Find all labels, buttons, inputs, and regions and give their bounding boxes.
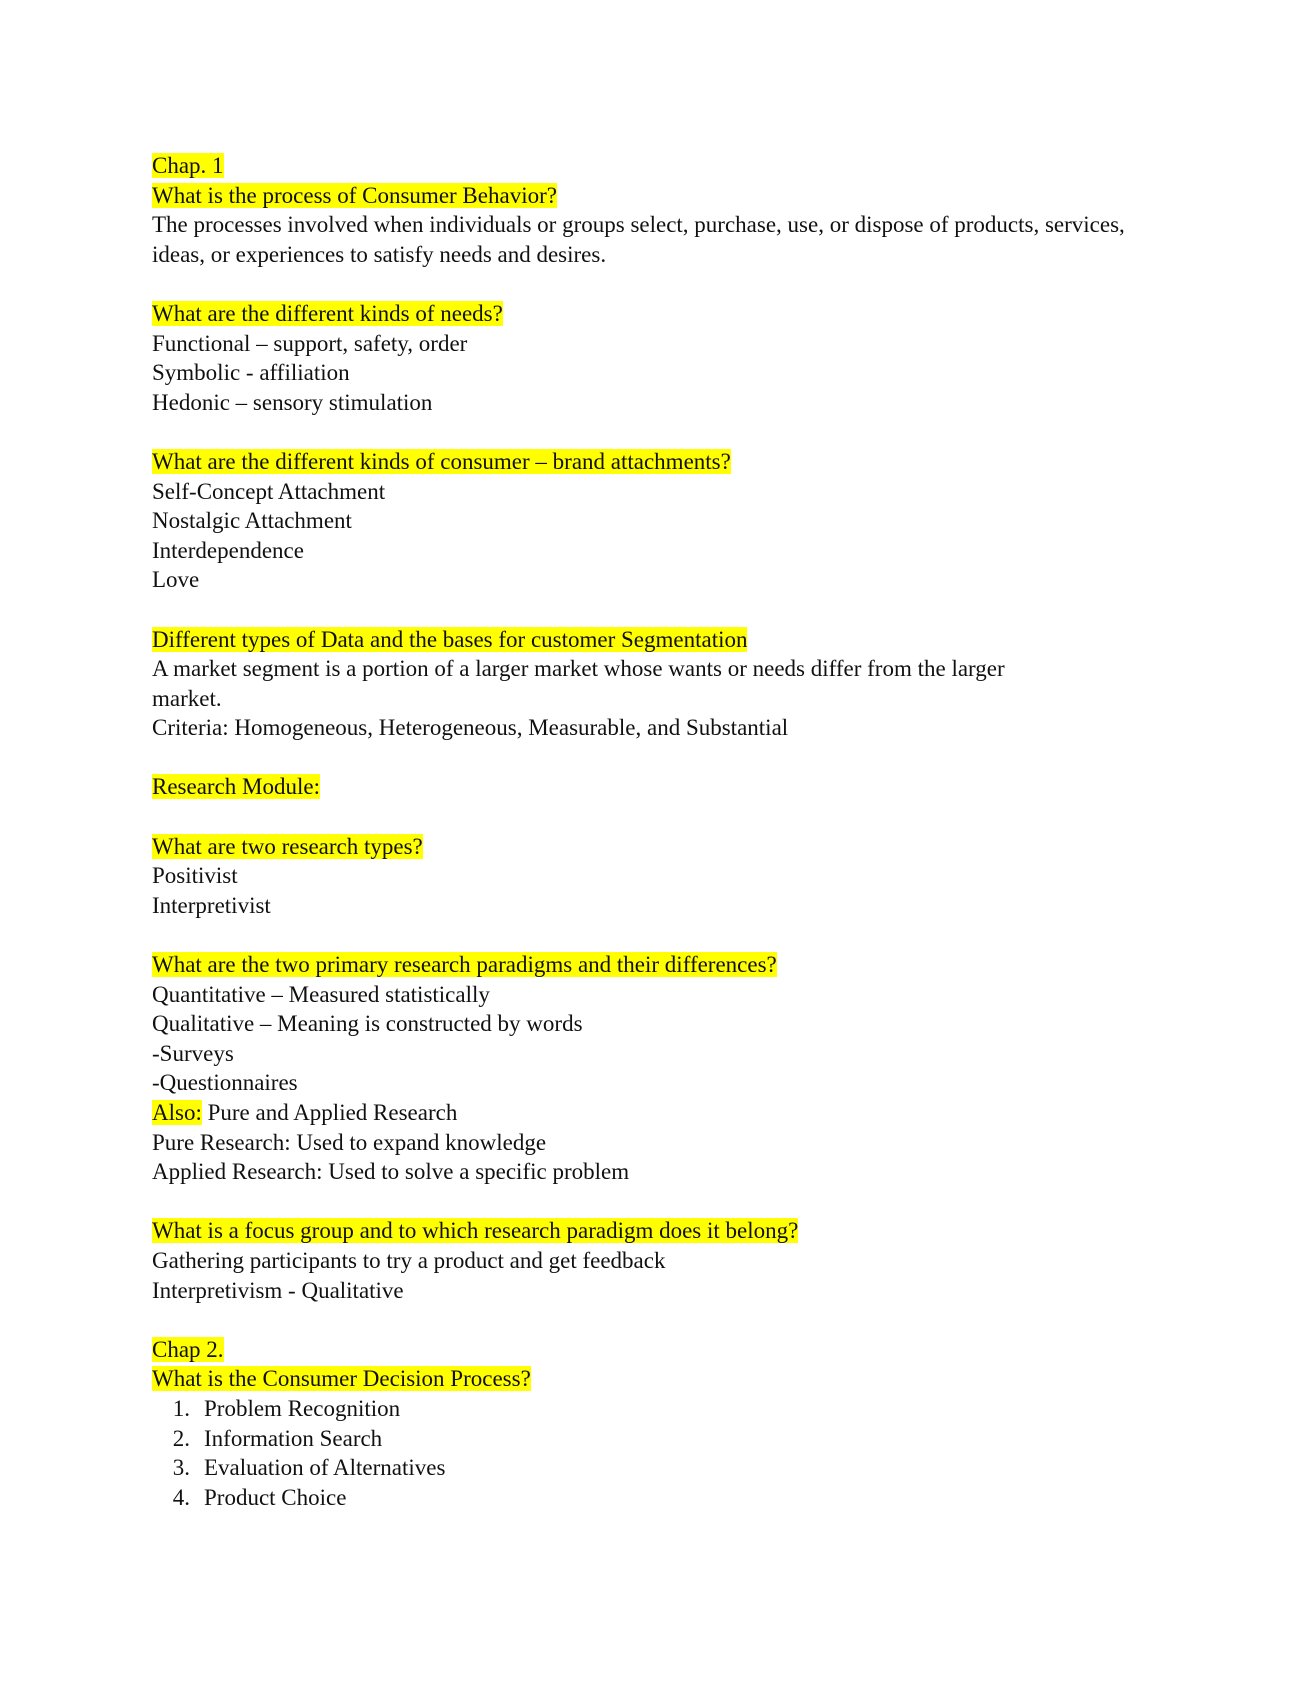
list-number: 1. (172, 1395, 190, 1421)
answer-paragraph: A market segment is a portion of a larger market whose wants or needs differ from the larger market. (152, 656, 1005, 711)
question-text: What are two research types? (152, 833, 423, 859)
chapter-heading (152, 151, 1172, 181)
answer-line: Interpretivist (152, 892, 271, 918)
question-text: What is the process of Consumer Behavior? (152, 182, 557, 208)
answer-line: Love (152, 567, 200, 593)
answer-line: Interdependence (152, 537, 304, 563)
list-number: 4. (172, 1484, 190, 1510)
answer-line: -Questionnaires (152, 1070, 298, 1096)
answer-line: Interpretivism - Qualitative (152, 1277, 404, 1303)
question-heading (152, 181, 1172, 211)
answer-line: Symbolic - affiliation (152, 360, 350, 386)
list-item (152, 1483, 1172, 1513)
criteria-line: Criteria: Homogeneous, Heterogeneous, Measurable, and Substantial (152, 715, 789, 741)
chapter-heading (152, 1335, 1172, 1365)
list-item (152, 1394, 1172, 1424)
list-text: Problem Recognition (204, 1395, 401, 1421)
answer-line: Positivist (152, 863, 238, 889)
module-heading (152, 772, 1172, 802)
list-item (152, 1424, 1172, 1454)
answer-paragraph: The processes involved when individuals or groups select, purchase, use, or dispose of products, services, ideas, or experiences to satisfy needs and desires. (152, 212, 1125, 267)
module-heading-text: Research Module: (152, 774, 320, 800)
list-number: 3. (172, 1455, 190, 1481)
question-text: Different types of Data and the bases for customer Segmentation (152, 626, 748, 652)
list-text: Product Choice (204, 1484, 347, 1510)
question-text: What is the Consumer Decision Process? (152, 1366, 531, 1392)
also-text: Pure and Applied Research (201, 1100, 458, 1125)
question-text: What are the different kinds of needs? (152, 300, 503, 326)
answer-line: Gathering participants to try a product and get feedback (152, 1247, 666, 1273)
answer-line: Self-Concept Attachment (152, 478, 386, 504)
answer-line: Functional – support, safety, order (152, 330, 468, 356)
also-label: Also: (152, 1100, 202, 1125)
answer-line: Pure Research: Used to expand knowledge (152, 1129, 547, 1155)
question-heading (152, 1216, 1172, 1246)
answer-line: Hedonic – sensory stimulation (152, 389, 433, 415)
chapter-label: Chap 2. (152, 1336, 224, 1362)
question-heading (152, 447, 1172, 477)
question-text: What are the different kinds of consumer – brand attachments? (152, 448, 731, 474)
answer-line: Quantitative – Measured statistically (152, 981, 490, 1007)
question-heading (152, 950, 1172, 980)
question-text: What is a focus group and to which research paradigm does it belong? (152, 1218, 799, 1244)
question-heading (152, 832, 1172, 862)
list-text: Evaluation of Alternatives (204, 1455, 446, 1481)
answer-line: Applied Research: Used to solve a specific problem (152, 1159, 630, 1185)
answer-line: -Surveys (152, 1040, 234, 1066)
question-text: What are the two primary research paradigms and their differences? (152, 952, 777, 978)
also-line (152, 1098, 1172, 1128)
question-heading (152, 299, 1172, 329)
answer-line: Qualitative – Meaning is constructed by words (152, 1011, 583, 1037)
answer-line: Nostalgic Attachment (152, 508, 352, 534)
list-text: Information Search (204, 1425, 383, 1451)
question-heading (152, 625, 1172, 655)
list-number: 2. (172, 1425, 190, 1451)
document-page (152, 151, 1172, 1512)
chapter-label: Chap. 1 (152, 153, 224, 178)
question-heading (152, 1364, 1172, 1394)
list-item (152, 1453, 1172, 1483)
